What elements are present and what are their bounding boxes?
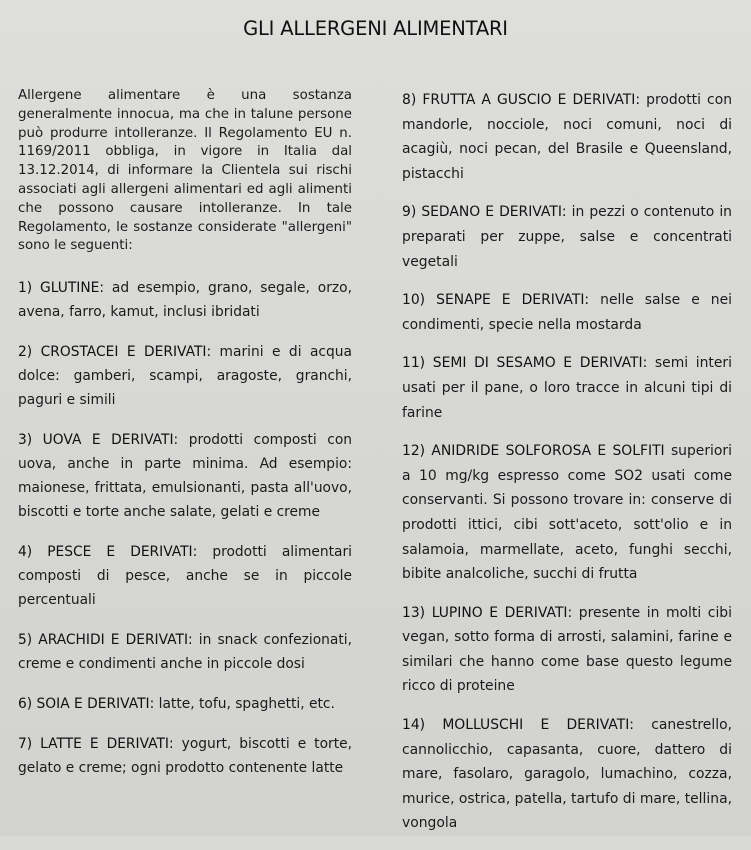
- allergen-text: [402, 88, 732, 186]
- allergen-description: canestrello, cannolicchio, capasanta, cuore, dattero di mare, fasolaro, garagolo, lumachino, cozza, murice, ostrica, patella, tartufo di mare, tellina, vongola: [402, 717, 732, 832]
- allergen-heading: 11) SEMI DI SESAMO E DERIVATI:: [402, 355, 648, 372]
- allergen-heading: 1) GLUTINE:: [18, 280, 105, 297]
- allergen-description: nelle salse e nei condimenti, specie nella mostarda: [402, 292, 732, 333]
- allergen-heading: 4) PESCE E DERIVATI:: [18, 544, 198, 561]
- page-title: GLI ALLERGENI ALIMENTARI: [243, 17, 508, 40]
- allergen-description: in snack confezionati, creme e condimenti anche in piccole dosi: [18, 632, 352, 673]
- allergen-description: marini e di acqua dolce: gamberi, scampi, aragoste, granchi, paguri e simili: [18, 344, 352, 409]
- allergen-item: [18, 340, 352, 412]
- allergen-description: prodotti con mandorle, nocciole, noci comuni, noci di acagiù, noci pecan, del Brasile e Queensland, pistacchi: [402, 92, 732, 182]
- allergen-item: [402, 713, 732, 836]
- allergen-description: ad esempio, grano, segale, orzo, avena, farro, kamut, inclusi ibridati: [18, 280, 352, 321]
- allergen-text: [18, 628, 352, 676]
- allergen-list-right: [402, 88, 732, 836]
- allergen-text: [402, 601, 732, 699]
- allergen-item: [18, 692, 352, 716]
- allergen-item: [402, 439, 732, 587]
- allergen-heading: 12) ANIDRIDE SOLFOROSA E SOLFITI: [402, 443, 665, 460]
- allergen-heading: 7) LATTE E DERIVATI:: [18, 736, 174, 753]
- allergen-text: [402, 200, 732, 274]
- allergen-heading: 14) MOLLUSCHI E DERIVATI:: [402, 717, 634, 734]
- allergen-item: [402, 88, 732, 186]
- allergen-item: [18, 540, 352, 612]
- right-column: [402, 88, 732, 850]
- allergen-heading: 3) UOVA E DERIVATI:: [18, 432, 179, 449]
- allergen-text: [18, 276, 352, 324]
- allergen-description: semi interi usati per il pane, o loro tracce in alcuni tipi di farine: [402, 355, 732, 421]
- allergen-text: [18, 692, 352, 716]
- allergen-heading: 8) FRUTTA A GUSCIO E DERIVATI:: [402, 92, 641, 108]
- allergen-heading: 13) LUPINO E DERIVATI:: [402, 604, 573, 621]
- allergen-description: prodotti composti con uova, anche in parte minima. Ad esempio: maionese, frittata, emulsionanti, pasta all'uovo, biscotti e torte anche salate, gelati e creme: [18, 432, 352, 521]
- allergen-text: [402, 439, 732, 587]
- allergen-description: yogurt, biscotti e torte, gelato e creme; ogni prodotto contenente latte: [18, 736, 352, 777]
- allergen-text: [18, 340, 352, 412]
- allergen-item: [18, 276, 352, 324]
- allergen-list-left: [18, 276, 352, 780]
- allergen-heading: 5) ARACHIDI E DERIVATI:: [18, 632, 193, 649]
- allergen-heading: 2) CROSTACEI E DERIVATI:: [18, 344, 212, 361]
- allergen-description: prodotti alimentari composti di pesce, anche se in piccole percentuali: [18, 544, 352, 609]
- allergen-item: [18, 428, 352, 524]
- intro-paragraph: Allergene alimentare è una sostanza generalmente innocua, ma che in talune persone può produrre intolleranze. Il Regolamento EU n. 1169/2011 obbliga, in vigore in Italia dal 13.12.2014, di informare la Clientela sui rischi associati agli allergeni alimentari ed agli alimenti che possono causare intolleranze. In tale Regolamento, le sostanze considerate "allergeni" sono le seguenti:: [18, 88, 352, 254]
- allergen-description: latte, tofu, spaghetti, etc.: [154, 696, 335, 713]
- allergen-heading: 9) SEDANO E DERIVATI:: [402, 204, 567, 221]
- allergen-item: [402, 601, 732, 699]
- allergen-item: [402, 351, 732, 425]
- allergen-item: [18, 732, 352, 780]
- allergen-description: superiori a 10 mg/kg espresso come SO2 usati come conservanti. Si possono trovare in: conserve di prodotti ittici, cibi sott'aceto, sott'olio e in salamoia, marmellate, aceto, funghi secchi, bibite analcoliche, succhi di frutta: [402, 443, 732, 583]
- allergen-text: [402, 288, 732, 337]
- allergen-heading: 6) SOIA E DERIVATI:: [18, 696, 155, 713]
- allergen-text: [402, 351, 732, 425]
- allergen-description: presente in molti cibi vegan, sotto forma di arrosti, salamini, farine e similari che hanno come base questo legume ricco di proteine: [402, 604, 732, 695]
- allergen-text: [402, 713, 732, 836]
- left-column: [18, 87, 352, 796]
- allergen-description: in pezzi o contenuto in preparati per zuppe, salse e concentrati vegetali: [402, 204, 732, 270]
- allergen-text: [18, 732, 352, 780]
- allergen-item: [402, 288, 732, 337]
- allergen-text: [18, 428, 352, 524]
- allergen-text: [18, 540, 352, 612]
- allergen-item: [402, 200, 732, 274]
- allergen-heading: 10) SENAPE E DERIVATI:: [402, 292, 590, 309]
- allergen-item: [18, 628, 352, 676]
